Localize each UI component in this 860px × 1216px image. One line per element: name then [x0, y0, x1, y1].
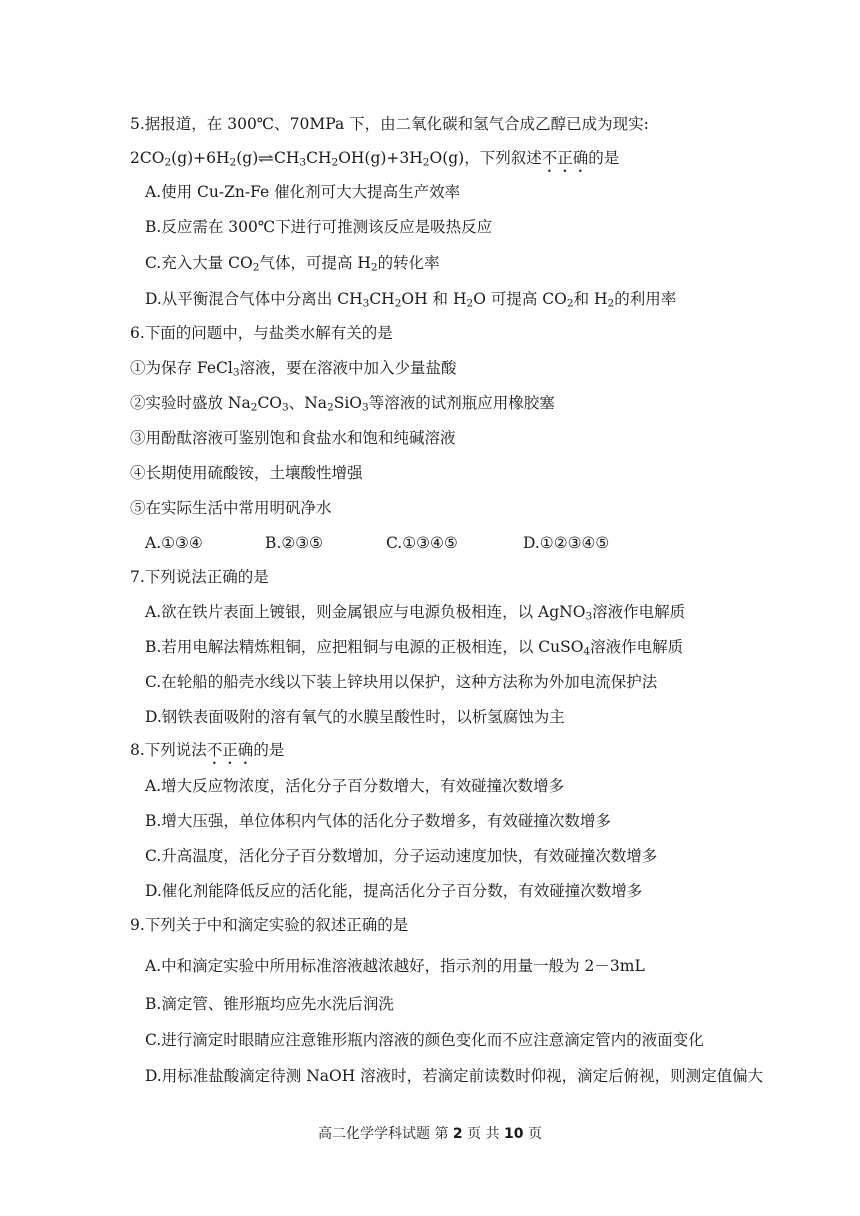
q9-stem-text: 9.下列关于中和滴定实验的叙述正确的是: [130, 916, 409, 934]
q6-choices: [145, 532, 705, 554]
option-text: B.若用电解法精炼粗铜，应把粗铜与电源的正极相连，以 CuSO: [145, 638, 584, 656]
emphasis-not-correct: 不正确: [541, 149, 589, 167]
eq-part: 的是: [588, 149, 620, 167]
q7-option-d: [145, 706, 565, 728]
option-text: B.增大压强，单位体积内气体的活化分子数增多，有效碰撞次数增多: [145, 812, 611, 830]
q6-choice-d: D.①②③④⑤: [523, 534, 610, 552]
footer-total-pages: 10: [504, 1126, 524, 1142]
q6-choice-c: C.①③④⑤: [386, 534, 458, 552]
option-text: OH 和 H: [401, 290, 467, 308]
option-text: 和 H: [573, 290, 608, 308]
q7-option-b: [145, 636, 683, 658]
q9-stem: [130, 914, 408, 936]
item-text: 等溶液的试剂瓶应用橡胶塞: [368, 394, 555, 412]
q9-option-a: [145, 955, 645, 977]
option-text: B.滴定管、锥形瓶均应先水洗后润洗: [145, 995, 394, 1013]
item-sub: 3: [232, 366, 240, 379]
q6-stem-text: 6.下面的问题中，与盐类水解有关的是: [130, 324, 393, 342]
q8-option-b: [145, 810, 611, 832]
option-text: A.增大反应物浓度，活化分子百分数增大，有效碰撞次数增多: [145, 777, 565, 795]
option-text: C.升高温度，活化分子百分数增加，分子运动速度加快，有效碰撞次数增多: [145, 847, 658, 865]
item-sub: 3: [282, 401, 289, 414]
option-sub: 3: [362, 297, 370, 310]
option-text: D.钢铁表面吸附的溶有氧气的水膜呈酸性时，以析氢腐蚀为主: [145, 708, 565, 726]
footer-page-number: 2: [452, 1126, 463, 1142]
eq-part: O(g)，下列叙述: [429, 149, 542, 167]
option-text: B.反应需在 300℃下进行可推测该反应是吸热反应: [145, 218, 493, 236]
q6-item-4: [130, 462, 363, 484]
option-text: D.从平衡混合气体中分离出 CH: [145, 290, 363, 308]
option-text: C.充入大量 CO: [145, 254, 253, 272]
q8-option-d: [145, 880, 642, 902]
item-text: 溶液，要在溶液中加入少量盐酸: [239, 359, 457, 377]
eq-part: 2CO: [130, 149, 165, 167]
option-text: A.欲在铁片表面上镀银，则金属银应与电源负极相连，以 AgNO: [145, 603, 586, 621]
option-sub: 2: [370, 261, 378, 274]
eq-part: (g)+6H: [171, 149, 230, 167]
eq-part: OH(g)+3H: [338, 149, 423, 167]
item-text: ②实验时盛放 Na: [130, 394, 251, 412]
q6-choice-a: A.①③④: [145, 534, 203, 552]
item-text: SiO: [333, 394, 363, 412]
option-text: A.中和滴定实验中所用标准溶液越浓越好，指示剂的用量一般为 2－3mL: [145, 957, 645, 975]
item-text: CO: [257, 394, 283, 412]
option-sub: 2: [607, 297, 615, 310]
option-text: O 可提高 CO: [473, 290, 567, 308]
q5-option-a: [145, 181, 460, 203]
option-text: 溶液作电解质: [590, 638, 684, 656]
q6-item-5: [130, 497, 332, 519]
q7-stem: [130, 566, 269, 588]
q7-stem-text: 7.下列说法正确的是: [130, 568, 269, 586]
q5-stem: [130, 113, 649, 135]
q5-equation: [130, 147, 619, 176]
option-text: 的利用率: [614, 290, 677, 308]
option-text: C.在轮船的船壳水线以下装上锌块用以保护，这种方法称为外加电流保护法: [145, 673, 658, 691]
eq-sub: 2: [229, 156, 237, 169]
eq-sub: 3: [299, 156, 307, 169]
q8-stem-text: 的是: [253, 741, 285, 759]
q6-item-1: [130, 357, 457, 379]
item-text: 、Na: [288, 394, 328, 412]
q9-option-d: [145, 1065, 763, 1087]
equilibrium-arrow-icon: ⇌: [257, 151, 275, 167]
option-text: D.催化剂能降低反应的活化能，提高活化分子百分数，有效碰撞次数增多: [145, 882, 643, 900]
q8-option-c: [145, 845, 657, 867]
eq-part: (g): [236, 149, 259, 167]
option-sub: 2: [566, 297, 574, 310]
q6-item-2: [130, 392, 555, 414]
q5-stem-text: 5.据报道，在 300℃、70MPa 下，由二氧化碳和氢气合成乙醇已成为现实:: [130, 115, 649, 133]
footer-text: 页 共: [467, 1126, 500, 1142]
option-text: 溶液作电解质: [592, 603, 686, 621]
q5-option-c: [145, 252, 440, 274]
item-sub: 2: [327, 401, 334, 414]
q8-stem: [130, 739, 284, 768]
eq-part: CH: [274, 149, 300, 167]
eq-sub: 2: [422, 156, 430, 169]
q6-choice-b: B.②③⑤: [265, 534, 324, 552]
q8-option-a: [145, 775, 564, 797]
item-text: ④长期使用硫酸铵，土壤酸性增强: [130, 464, 363, 482]
option-sub: 2: [394, 297, 402, 310]
option-sub: 2: [252, 261, 260, 274]
eq-sub: 2: [164, 156, 172, 169]
q9-option-c: [145, 1029, 704, 1051]
option-text: CH: [369, 290, 395, 308]
q6-item-3: [130, 427, 456, 449]
page-footer: [0, 1123, 860, 1143]
item-sub: 2: [250, 401, 258, 414]
eq-sub: 2: [331, 156, 339, 169]
option-sub: 2: [466, 297, 474, 310]
option-text: C.进行滴定时眼睛应注意锥形瓶内溶液的颜色变化而不应注意滴定管内的液面变化: [145, 1031, 704, 1049]
eq-part: CH: [306, 149, 332, 167]
q5-option-d: [145, 288, 676, 310]
q6-stem: [130, 322, 393, 344]
option-text: D.用标准盐酸滴定待测 NaOH 溶液时，若滴定前读数时仰视，滴定后俯视，则测定值偏大: [145, 1067, 764, 1085]
item-text: ③用酚酞溶液可鉴别饱和食盐水和饱和纯碱溶液: [130, 429, 456, 447]
item-text: ①为保存 FeCl: [130, 359, 233, 377]
q8-stem-text: 8.下列说法: [130, 741, 207, 759]
q7-option-c: [145, 671, 657, 693]
item-text: ⑤在实际生活中常用明矾净水: [130, 499, 332, 517]
emphasis-not-correct: 不正确: [206, 741, 254, 759]
item-sub: 3: [362, 401, 369, 414]
q7-option-a: [145, 601, 685, 623]
option-text: 气体，可提高 H: [259, 254, 371, 272]
footer-text: 页: [527, 1126, 542, 1142]
option-sub: 4: [583, 645, 591, 658]
footer-text: 高二化学学科试题 第: [318, 1126, 449, 1142]
q9-option-b: [145, 993, 394, 1015]
q5-option-b: [145, 216, 492, 238]
option-text: 的转化率: [377, 254, 440, 272]
option-text: A.使用 Cu-Zn-Fe 催化剂可大大提高生产效率: [145, 183, 461, 201]
option-sub: 3: [585, 610, 593, 623]
